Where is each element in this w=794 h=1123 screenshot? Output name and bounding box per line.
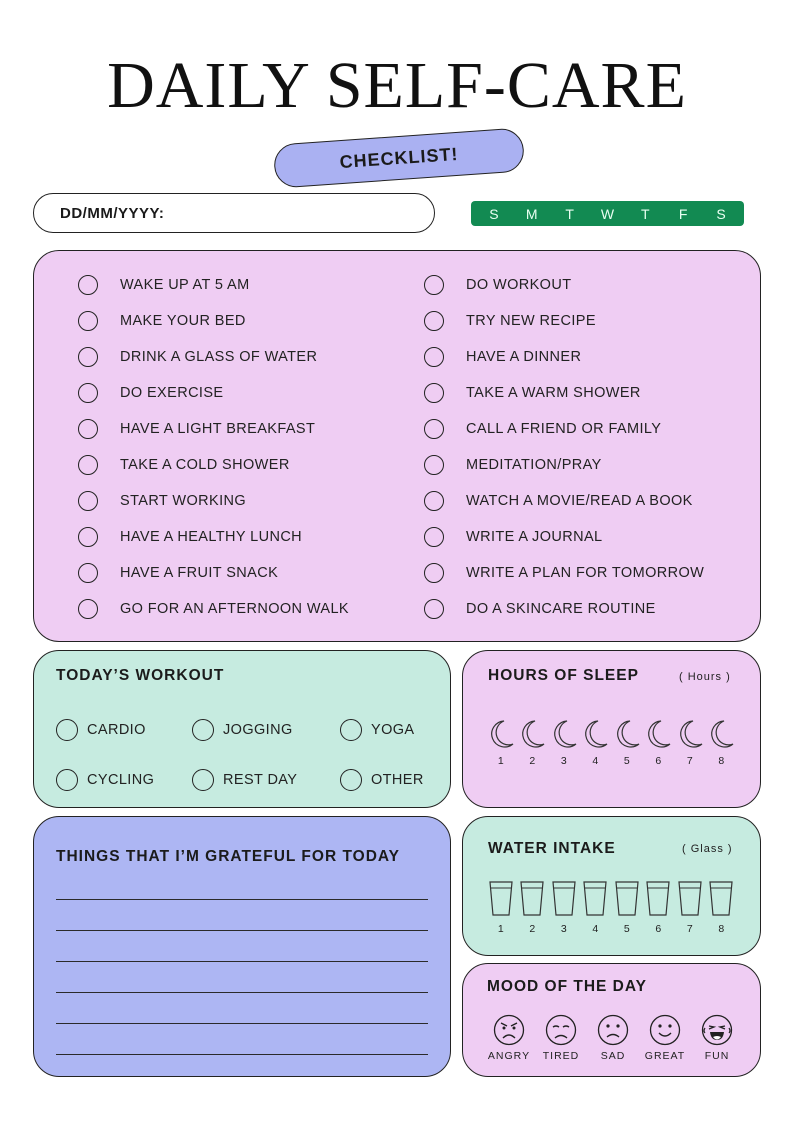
- checklist-item[interactable]: [424, 591, 704, 627]
- crescent-moon-icon: [487, 719, 515, 749]
- sleep-hour-number: 8: [718, 755, 725, 767]
- workout-option-label: JOGGING: [223, 722, 293, 738]
- checklist-item[interactable]: [424, 411, 704, 447]
- workout-options: [56, 705, 436, 805]
- checklist-item[interactable]: [78, 483, 349, 519]
- angry-face-icon: [493, 1014, 525, 1046]
- water-glass-number: 5: [623, 923, 630, 935]
- mood-option-tired[interactable]: [535, 1014, 587, 1062]
- water-glass[interactable]: [548, 881, 580, 935]
- water-heading: WATER INTAKE: [488, 840, 616, 857]
- checkbox-circle[interactable]: [78, 311, 98, 331]
- happy-face-icon: [649, 1014, 681, 1046]
- radio-circle[interactable]: [56, 769, 78, 791]
- checklist-item-label: MAKE YOUR BED: [120, 313, 246, 329]
- checkbox-circle[interactable]: [78, 419, 98, 439]
- checkbox-circle[interactable]: [424, 311, 444, 331]
- checklist-item[interactable]: [78, 591, 349, 627]
- water-glass[interactable]: [580, 881, 612, 935]
- mood-label: TIRED: [542, 1050, 580, 1062]
- sleep-hour[interactable]: [611, 719, 643, 767]
- checklist-item-label: CALL A FRIEND OR FAMILY: [466, 421, 662, 437]
- mood-heading: MOOD OF THE DAY: [487, 978, 647, 995]
- sleep-hour-number: 2: [529, 755, 536, 767]
- grateful-heading: THINGS THAT I’M GRATEFUL FOR TODAY: [56, 848, 400, 865]
- date-field-label: DD/MM/YYYY:: [60, 204, 165, 222]
- mood-options: [483, 1014, 743, 1062]
- checklist-item[interactable]: [424, 483, 704, 519]
- writing-line[interactable]: [56, 1054, 428, 1055]
- writing-line[interactable]: [56, 899, 428, 900]
- workout-option-label: YOGA: [371, 722, 415, 738]
- water-glass[interactable]: [611, 881, 643, 935]
- checklist-item-label: WRITE A JOURNAL: [466, 529, 603, 545]
- writing-line[interactable]: [56, 1023, 428, 1024]
- radio-circle[interactable]: [192, 719, 214, 741]
- water-tracker: [485, 881, 737, 935]
- checklist-item-label: DO EXERCISE: [120, 385, 224, 401]
- mood-label: FUN: [704, 1050, 730, 1062]
- sleep-hour[interactable]: [674, 719, 706, 767]
- checklist-item-label: WRITE A PLAN FOR TOMORROW: [466, 565, 705, 581]
- sleep-hour[interactable]: [706, 719, 738, 767]
- workout-heading: TODAY’S WORKOUT: [56, 667, 225, 684]
- checklist-item-label: TRY NEW RECIPE: [466, 313, 596, 329]
- checkbox-circle[interactable]: [424, 347, 444, 367]
- sleep-heading: HOURS OF SLEEP: [488, 667, 639, 684]
- checklist-item[interactable]: [78, 339, 349, 375]
- sleep-unit: ( Hours ): [679, 671, 731, 683]
- checkbox-circle[interactable]: [424, 563, 444, 583]
- workout-option-rest-day[interactable]: [192, 769, 340, 791]
- weekday-thursday[interactable]: T: [641, 205, 650, 222]
- workout-option-jogging[interactable]: [192, 719, 340, 741]
- mood-panel: [462, 963, 761, 1077]
- checklist-item-label: DO A SKINCARE ROUTINE: [466, 601, 656, 617]
- checklist-item-label: TAKE A WARM SHOWER: [466, 385, 641, 401]
- checklist-item-label: DO WORKOUT: [466, 277, 572, 293]
- water-glass-number: 2: [529, 923, 536, 935]
- water-glass-number: 7: [686, 923, 693, 935]
- water-glass-number: 3: [560, 923, 567, 935]
- radio-circle[interactable]: [192, 769, 214, 791]
- checklist-item[interactable]: [424, 267, 704, 303]
- glass-icon: [552, 881, 576, 917]
- mood-option-angry[interactable]: [483, 1014, 535, 1062]
- grateful-panel: [33, 816, 451, 1077]
- weekday-friday[interactable]: F: [678, 205, 688, 222]
- weekday-tuesday[interactable]: T: [565, 205, 574, 222]
- sleep-hour-number: 3: [560, 755, 567, 767]
- crescent-moon-icon: [676, 719, 704, 749]
- checklist-badge-label: CHECKLIST!: [338, 143, 460, 172]
- workout-option-cycling[interactable]: [56, 769, 192, 791]
- crescent-moon-icon: [518, 719, 546, 749]
- sleep-hour[interactable]: [580, 719, 612, 767]
- date-field[interactable]: [33, 193, 435, 233]
- water-glass-number: 6: [655, 923, 662, 935]
- checklist-item[interactable]: [424, 339, 704, 375]
- weekday-selector: [471, 201, 744, 226]
- checklist-item[interactable]: [78, 267, 349, 303]
- mood-label: ANGRY: [487, 1050, 531, 1062]
- crescent-moon-icon: [581, 719, 609, 749]
- checklist-item-label: MEDITATION/PRAY: [466, 457, 602, 473]
- workout-option-yoga[interactable]: [340, 719, 415, 741]
- daily-checklist-panel: [33, 250, 761, 642]
- glass-icon: [615, 881, 639, 917]
- weekday-monday[interactable]: M: [525, 205, 538, 222]
- glass-icon: [583, 881, 607, 917]
- crescent-moon-icon: [613, 719, 641, 749]
- water-glass-number: 4: [592, 923, 599, 935]
- writing-line[interactable]: [56, 992, 428, 993]
- checklist-item[interactable]: [424, 375, 704, 411]
- checkbox-circle[interactable]: [424, 491, 444, 511]
- checklist-item-label: WATCH A MOVIE/READ A BOOK: [466, 493, 693, 509]
- sleep-hour[interactable]: [643, 719, 675, 767]
- water-glass-number: 8: [718, 923, 725, 935]
- checklist-item[interactable]: [424, 555, 704, 591]
- sad-face-icon: [597, 1014, 629, 1046]
- checklist-item[interactable]: [78, 519, 349, 555]
- workout-panel: [33, 650, 451, 808]
- workout-option-cardio[interactable]: [56, 719, 192, 741]
- water-glass[interactable]: [517, 881, 549, 935]
- sleep-hour-number: 5: [623, 755, 630, 767]
- checklist-item-label: START WORKING: [120, 493, 247, 509]
- sleep-hour-number: 1: [497, 755, 504, 767]
- water-unit: ( Glass ): [682, 843, 733, 855]
- checkbox-circle[interactable]: [78, 275, 98, 295]
- sleep-panel: [462, 650, 761, 808]
- sleep-hour[interactable]: [517, 719, 549, 767]
- checkbox-circle[interactable]: [78, 599, 98, 619]
- checkbox-circle[interactable]: [78, 563, 98, 583]
- checklist-item[interactable]: [424, 447, 704, 483]
- sleep-hour-number: 6: [655, 755, 662, 767]
- workout-option-label: OTHER: [371, 772, 424, 788]
- checklist-item-label: HAVE A HEALTHY LUNCH: [120, 529, 303, 545]
- workout-option-label: REST DAY: [223, 772, 298, 788]
- mood-option-great[interactable]: [639, 1014, 691, 1062]
- checklist-item-label: HAVE A FRUIT SNACK: [120, 565, 279, 581]
- mood-label: GREAT: [644, 1050, 686, 1062]
- checkbox-circle[interactable]: [424, 527, 444, 547]
- sleep-tracker: [485, 719, 737, 767]
- water-glass[interactable]: [485, 881, 517, 935]
- checklist-item-label: TAKE A COLD SHOWER: [120, 457, 290, 473]
- checklist-item[interactable]: [424, 303, 704, 339]
- checklist-item[interactable]: [424, 519, 704, 555]
- page-title: DAILY SELF-CARE: [107, 49, 687, 122]
- checklist-badge: [273, 127, 525, 188]
- sleep-hour[interactable]: [485, 719, 517, 767]
- checklist-item[interactable]: [78, 303, 349, 339]
- checkbox-circle[interactable]: [424, 455, 444, 475]
- checkbox-circle[interactable]: [78, 455, 98, 475]
- checklist-item[interactable]: [78, 555, 349, 591]
- water-glass[interactable]: [643, 881, 675, 935]
- tired-face-icon: [545, 1014, 577, 1046]
- checklist-item[interactable]: [78, 411, 349, 447]
- workout-option-label: CARDIO: [87, 722, 146, 738]
- checklist-item-label: HAVE A DINNER: [466, 349, 582, 365]
- checkbox-circle[interactable]: [78, 527, 98, 547]
- weekday-saturday[interactable]: S: [716, 205, 726, 222]
- water-glass[interactable]: [706, 881, 738, 935]
- weekday-wednesday[interactable]: W: [600, 205, 615, 222]
- workout-option-label: CYCLING: [87, 772, 155, 788]
- sleep-hour-number: 7: [686, 755, 693, 767]
- writing-line[interactable]: [56, 930, 428, 931]
- glass-icon: [678, 881, 702, 917]
- glass-icon: [709, 881, 733, 917]
- checkbox-circle[interactable]: [78, 347, 98, 367]
- checklist-column-left: [78, 267, 349, 627]
- water-glass-number: 1: [497, 923, 504, 935]
- checkbox-circle[interactable]: [424, 383, 444, 403]
- glass-icon: [520, 881, 544, 917]
- glass-icon: [489, 881, 513, 917]
- crescent-moon-icon: [644, 719, 672, 749]
- checklist-item-label: GO FOR AN AFTERNOON WALK: [120, 601, 350, 617]
- glass-icon: [646, 881, 670, 917]
- checklist-item-label: DRINK A GLASS OF WATER: [120, 349, 318, 365]
- mood-option-fun[interactable]: [691, 1014, 743, 1062]
- radio-circle[interactable]: [340, 769, 362, 791]
- checkbox-circle[interactable]: [424, 275, 444, 295]
- checklist-item-label: WAKE UP AT 5 AM: [120, 277, 250, 293]
- checklist-item[interactable]: [78, 375, 349, 411]
- checkbox-circle[interactable]: [424, 419, 444, 439]
- mood-label: SAD: [600, 1050, 626, 1062]
- radio-circle[interactable]: [56, 719, 78, 741]
- weekday-sunday[interactable]: S: [489, 205, 499, 222]
- sleep-hour-number: 4: [592, 755, 599, 767]
- sleep-hour[interactable]: [548, 719, 580, 767]
- checkbox-circle[interactable]: [424, 599, 444, 619]
- writing-line[interactable]: [56, 961, 428, 962]
- water-panel: [462, 816, 761, 956]
- checklist-item-label: HAVE A LIGHT BREAKFAST: [120, 421, 316, 437]
- laughing-face-icon: [701, 1014, 733, 1046]
- workout-option-other[interactable]: [340, 769, 424, 791]
- mood-option-sad[interactable]: [587, 1014, 639, 1062]
- crescent-moon-icon: [550, 719, 578, 749]
- checkbox-circle[interactable]: [78, 383, 98, 403]
- checkbox-circle[interactable]: [78, 491, 98, 511]
- water-glass[interactable]: [674, 881, 706, 935]
- checklist-column-right: [424, 267, 704, 627]
- radio-circle[interactable]: [340, 719, 362, 741]
- crescent-moon-icon: [707, 719, 735, 749]
- checklist-item[interactable]: [78, 447, 349, 483]
